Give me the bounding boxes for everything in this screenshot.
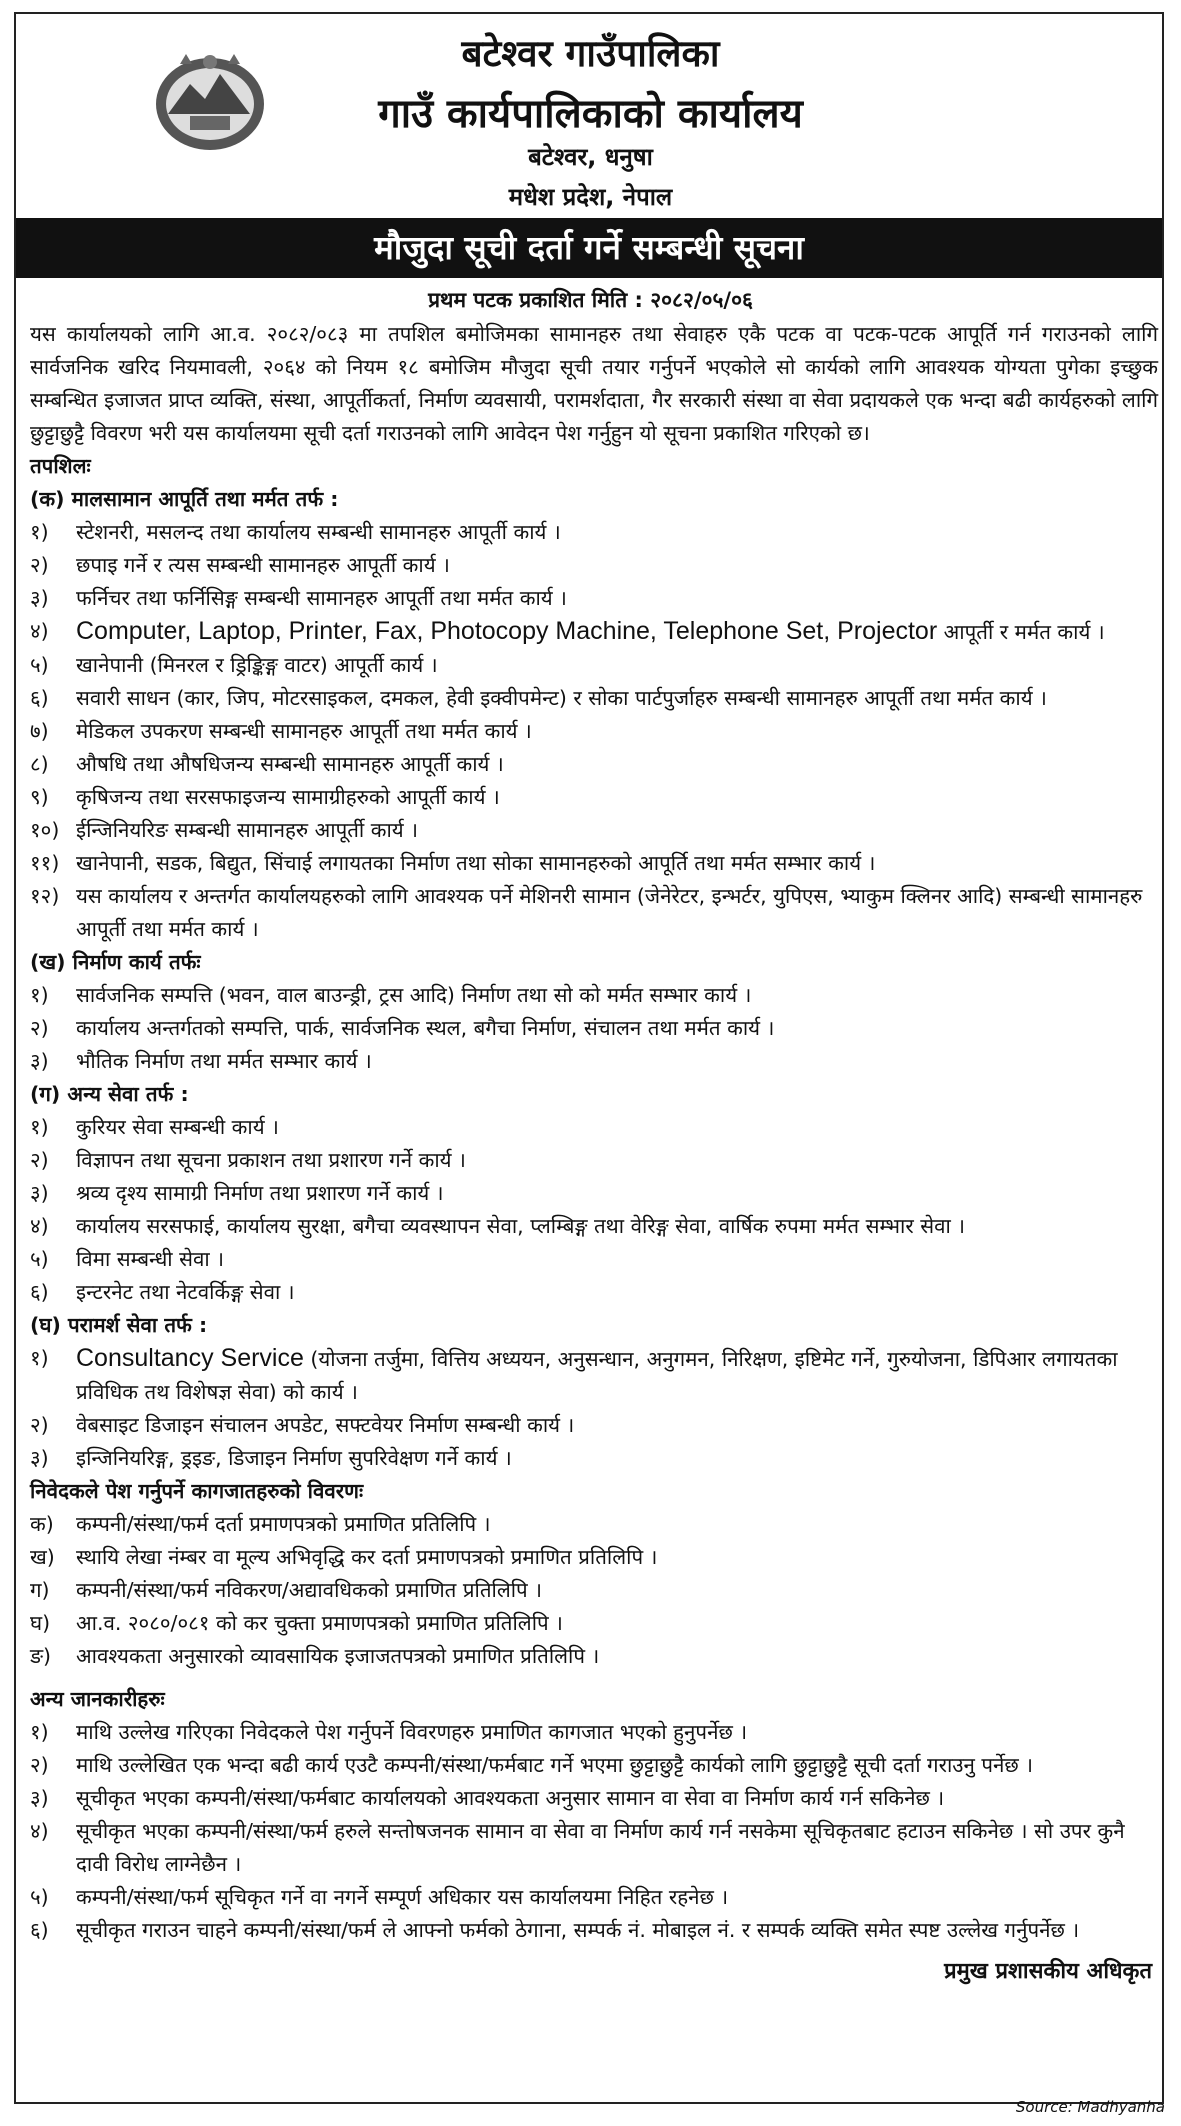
item-english-text: Consultancy Service xyxy=(76,1344,304,1372)
item-text xyxy=(76,582,1158,615)
item-text xyxy=(76,715,1158,748)
item-description: इन्टरनेट तथा नेटवर्किङ्ग सेवा । xyxy=(76,1280,295,1304)
item-number: ८) xyxy=(30,752,49,776)
item-text xyxy=(76,1045,1158,1078)
list-item xyxy=(30,1640,1158,1673)
item-text xyxy=(76,1243,1158,1276)
item-number: ४) xyxy=(30,1214,49,1238)
section-gha-title: (घ) परामर्श सेवा तर्फ : xyxy=(30,1313,208,1337)
item-number: ३) xyxy=(30,586,49,610)
item-number: २) xyxy=(30,553,49,577)
item-text xyxy=(76,1508,1158,1541)
office-name: गाउँ कार्यपालिकाको कार्यालय xyxy=(378,91,803,137)
item-description: कृषिजन्य तथा सरसफाइजन्य सामाग्रीहरुको आपूर्ती कार्य । xyxy=(76,785,500,809)
item-description: विमा सम्बन्धी सेवा । xyxy=(76,1247,224,1271)
list-item xyxy=(30,1210,1158,1243)
item-description: यस कार्यालय र अन्तर्गत कार्यालयहरुको लागि आवश्यक पर्ने मेशिनरी सामान (जेनेरेटर, इन्भर्टर, युपिएस, भ्याकुम क्लिनर आदि) सम्बन्धी सामानहरु आपूर्ती तथा मर्मत कार्य । xyxy=(76,884,1143,941)
item-description: कार्यालय अन्तर्गतको सम्पत्ति, पार्क, सार्वजनिक स्थल, बगैचा निर्माण, संचालन तथा मर्मत कार्य । xyxy=(76,1016,775,1040)
item-description: इन्जिनियरिङ्ग, ड्रइङ, डिजाइन निर्माण सुपरिवेक्षण गर्ने कार्य । xyxy=(76,1446,512,1470)
item-description: कम्पनी/संस्था/फर्म सूचिकृत गर्ने वा नगर्ने सम्पूर्ण अधिकार यस कार्यालयमा निहित रहनेछ । xyxy=(76,1885,729,1909)
item-text xyxy=(76,1012,1158,1045)
item-text xyxy=(76,814,1158,847)
list-item xyxy=(30,1409,1158,1442)
list-item xyxy=(30,615,1158,649)
item-description: मेडिकल उपकरण सम्बन्धी सामानहरु आपूर्ती तथा मर्मत कार्य । xyxy=(76,719,532,743)
section-ka-list xyxy=(30,516,1158,946)
item-number: ख) xyxy=(30,1545,55,1569)
item-number: ग) xyxy=(30,1578,50,1602)
item-number: ६) xyxy=(30,1280,49,1304)
other-info-title: अन्य जानकारीहरुः xyxy=(30,1687,165,1711)
item-text xyxy=(76,649,1158,682)
intro-paragraph: यस कार्यालयको लागि आ.व. २०८२/०८३ मा तपशिल बमोजिमका सामानहरु तथा सेवाहरु एकै पटक वा पटक-पटक आपूर्ति गर्न गराउनको लागि सार्वजनिक खरिद नियमावली, २०६४ को नियम १८ बमोजिम मौजुदा सूची तयार गर्नुपर्ने भएकोले सो कार्यको लागि आवश्यक योग्यता पुगेका इच्छुक सम्बन्धित इजाजत प्राप्त व्यक्ति, संस्था, आपूर्तीकर्ता, निर्माण व्यवसायी, परामर्शदाता, गैर सरकारी संस्था वा सेवा प्रदायकले एक भन्दा बढी कार्यहरुको लागि छुट्टाछुट्टै विवरण भरी यस कार्यालयमा सूची दर्ता गराउनको लागि आवेदन पेश गर्नुहुन यो सूचना प्रकाशित गरिएको छ। xyxy=(30,322,1158,445)
item-text xyxy=(76,1177,1158,1210)
item-text xyxy=(76,781,1158,814)
item-number: २) xyxy=(30,1413,49,1437)
item-description: आपूर्ती र मर्मत कार्य । xyxy=(937,620,1105,644)
list-item xyxy=(30,979,1158,1012)
item-text xyxy=(76,682,1158,715)
item-description: माथि उल्लेख गरिएका निवेदकले पेश गर्नुपर्ने विवरणहरु प्रमाणित कागजात भएको हुनुपर्नेछ । xyxy=(76,1720,748,1744)
item-number: १२) xyxy=(30,884,60,908)
notice-title-banner: मौजुदा सूची दर्ता गर्ने सम्बन्धी सूचना xyxy=(16,218,1162,278)
item-description: छपाइ गर्ने र त्यस सम्बन्धी सामानहरु आपूर्ती कार्य । xyxy=(76,553,450,577)
item-number: घ) xyxy=(30,1611,51,1635)
item-text xyxy=(76,1640,1158,1673)
item-text xyxy=(76,1782,1158,1815)
item-text xyxy=(76,1749,1158,1782)
item-description: आवश्यकता अनुसारको व्यावसायिक इजाजतपत्रको प्रमाणित प्रतिलिपि । xyxy=(76,1644,600,1668)
item-text xyxy=(76,1914,1158,1947)
item-description: श्रव्य दृश्य सामाग्री निर्माण तथा प्रशारण गर्ने कार्य । xyxy=(76,1181,444,1205)
list-item xyxy=(30,880,1158,946)
item-description: (योजना तर्जुमा, वित्तिय अध्ययन, अनुसन्धान, अनुगमन, निरिक्षण, इष्टिमेट गर्ने, गुरुयोजना, डिपिआर लगायतका प्रविधिक तथ विशेषज्ञ सेवा) को कार्य । xyxy=(76,1347,1118,1404)
item-text xyxy=(76,1442,1158,1475)
item-text xyxy=(76,1409,1158,1442)
list-item xyxy=(30,1607,1158,1640)
section-kha-title: (ख) निर्माण कार्य तर्फः xyxy=(30,950,201,974)
item-number: ३) xyxy=(30,1181,49,1205)
item-number: ३) xyxy=(30,1446,49,1470)
item-number: ६) xyxy=(30,686,49,710)
item-number: २) xyxy=(30,1753,49,1777)
list-item xyxy=(30,1276,1158,1309)
item-text xyxy=(76,1276,1158,1309)
item-number: ५) xyxy=(30,653,49,677)
item-number: ङ) xyxy=(30,1644,52,1668)
item-number: ६) xyxy=(30,1918,49,1942)
item-text xyxy=(76,1574,1158,1607)
item-number: २) xyxy=(30,1148,49,1172)
section-kha-list xyxy=(30,979,1158,1078)
list-item xyxy=(30,1111,1158,1144)
list-item xyxy=(30,1177,1158,1210)
item-description: स्थायि लेखा नंम्बर वा मूल्य अभिवृद्धि कर दर्ता प्रमाणपत्रको प्रमाणित प्रतिलिपि । xyxy=(76,1545,658,1569)
item-number: ९) xyxy=(30,785,49,809)
list-item xyxy=(30,1716,1158,1749)
list-item xyxy=(30,1574,1158,1607)
item-description: सवारी साधन (कार, जिप, मोटरसाइकल, दमकल, हेवी इक्वीपमेन्ट) र सोका पार्टपुर्जाहरु सम्बन्धी सामानहरु आपूर्ती तथा मर्मत कार्य । xyxy=(76,686,1047,710)
item-text xyxy=(76,847,1158,880)
item-number: १) xyxy=(30,1346,49,1370)
item-number: ३) xyxy=(30,1049,49,1073)
item-description: सूचीकृत गराउन चाहने कम्पनी/संस्था/फर्म ले आफ्नो फर्मको ठेगाना, सम्पर्क नं. मोबाइल नं. र सम्पर्क व्यक्ति समेत स्पष्ट उल्लेख गर्नुपर्नेछ । xyxy=(76,1918,1080,1942)
item-number: ५) xyxy=(30,1247,49,1271)
item-description: खानेपानी, सडक, बिद्युत, सिंचाई लगायतका निर्माण तथा सोका सामानहरुको आपूर्ति तथा मर्मत सम्भार कार्य । xyxy=(76,851,876,875)
item-text xyxy=(76,615,1158,649)
list-item xyxy=(30,1442,1158,1475)
item-description: माथि उल्लेखित एक भन्दा बढी कार्य एउटै कम्पनी/संस्था/फर्मबाट गर्ने भएमा छुट्टाछुट्टै कार्यको लागि छुट्टाछुट्टै सूची दर्ता गराउनु पर्नेछ । xyxy=(76,1753,1034,1777)
notice-body xyxy=(30,318,1158,1988)
item-number: २) xyxy=(30,1016,49,1040)
list-item xyxy=(30,649,1158,682)
item-english-text: Computer, Laptop, Printer, Fax, Photocopy Machine, Telephone Set, Projector xyxy=(76,617,938,645)
address-line: बटेश्वर, धनुषा xyxy=(528,143,653,171)
list-item xyxy=(30,1012,1158,1045)
item-description: स्टेशनरी, मसलन्द तथा कार्यालय सम्बन्धी सामानहरु आपूर्ती कार्य । xyxy=(76,520,561,544)
item-text xyxy=(76,1716,1158,1749)
item-number: ४) xyxy=(30,1819,49,1843)
item-number: ११) xyxy=(30,851,60,875)
item-description: विज्ञापन तथा सूचना प्रकाशन तथा प्रशारण गर्ने कार्य । xyxy=(76,1148,466,1172)
section-gha-list xyxy=(30,1342,1158,1475)
item-description: कम्पनी/संस्था/फर्म दर्ता प्रमाणपत्रको प्रमाणित प्रतिलिपि । xyxy=(76,1512,491,1536)
item-text xyxy=(76,1815,1158,1881)
list-item xyxy=(30,549,1158,582)
item-text xyxy=(76,880,1158,946)
list-item xyxy=(30,1243,1158,1276)
list-item xyxy=(30,1342,1158,1409)
item-number: ५) xyxy=(30,1885,49,1909)
item-number: १) xyxy=(30,520,49,544)
municipality-name: बटेश्वर गाउँपालिका xyxy=(461,32,720,75)
item-number: ४) xyxy=(30,619,49,643)
list-item xyxy=(30,814,1158,847)
list-item xyxy=(30,1815,1158,1881)
item-text xyxy=(76,549,1158,582)
item-number: ३) xyxy=(30,1786,49,1810)
schedule-heading: तपशिलः xyxy=(30,454,91,478)
item-number: ७) xyxy=(30,719,49,743)
item-text xyxy=(76,1607,1158,1640)
section-ga-title: (ग) अन्य सेवा तर्फ : xyxy=(30,1082,189,1106)
item-number: १) xyxy=(30,1720,49,1744)
item-description: ईन्जिनियरिङ सम्बन्धी सामानहरु आपूर्ती कार्य । xyxy=(76,818,418,842)
item-description: औषधि तथा औषधिजन्य सम्बन्धी सामानहरु आपूर्ती कार्य । xyxy=(76,752,504,776)
list-item xyxy=(30,1541,1158,1574)
item-text xyxy=(76,979,1158,1012)
item-number: क) xyxy=(30,1512,54,1536)
list-item xyxy=(30,781,1158,814)
documents-list xyxy=(30,1508,1158,1673)
list-item xyxy=(30,682,1158,715)
list-item xyxy=(30,1782,1158,1815)
list-item xyxy=(30,847,1158,880)
documents-title: निवेदकले पेश गर्नुपर्ने कागजातहरुको विवरणः xyxy=(30,1479,364,1503)
item-text xyxy=(76,1111,1158,1144)
list-item xyxy=(30,516,1158,549)
list-item xyxy=(30,1749,1158,1782)
item-text xyxy=(76,1342,1158,1409)
item-description: कम्पनी/संस्था/फर्म नविकरण/अद्यावधिकको प्रमाणित प्रतिलिपि । xyxy=(76,1578,542,1602)
item-description: फर्निचर तथा फर्निसिङ्ग सम्बन्धी सामानहरु आपूर्ती तथा मर्मत कार्य । xyxy=(76,586,567,610)
list-item xyxy=(30,1144,1158,1177)
item-number: १) xyxy=(30,1115,49,1139)
item-text xyxy=(76,1541,1158,1574)
source-credit: Source: Madhyanha xyxy=(1015,2098,1165,2116)
province-line: मधेश प्रदेश, नेपाल xyxy=(508,183,673,211)
list-item xyxy=(30,1045,1158,1078)
list-item xyxy=(30,748,1158,781)
item-number: १) xyxy=(30,983,49,1007)
item-description: सूचीकृत भएका कम्पनी/संस्था/फर्म हरुले सन्तोषजनक सामान वा सेवा वा निर्माण कार्य गर्न नसकेमा सूचिकृतबाट हटाउन सकिनेछ । सो उपर कुनै दावी विरोध लाग्नेछैन । xyxy=(76,1819,1125,1876)
item-description: सूचीकृत भएका कम्पनी/संस्था/फर्मबाट कार्यालयको आवश्यकता अनुसार सामान वा सेवा वा निर्माण कार्य गर्न सकिनेछ । xyxy=(76,1786,945,1810)
publication-date: प्रथम पटक प्रकाशित मिति : २०८२/०५/०६ xyxy=(428,288,753,312)
item-description: कार्यालय सरसफाई, कार्यालय सुरक्षा, बगैचा व्यवस्थापन सेवा, प्लम्बिङ्ग तथा वेरिङ्ग सेवा, वार्षिक रुपमा मर्मत सम्भार सेवा । xyxy=(76,1214,966,1238)
item-text xyxy=(76,1144,1158,1177)
item-text xyxy=(76,1210,1158,1243)
item-description: वेबसाइट डिजाइन संचालन अपडेट, सफ्टवेयर निर्माण सम्बन्धी कार्य । xyxy=(76,1413,575,1437)
section-ga-list xyxy=(30,1111,1158,1309)
item-description: भौतिक निर्माण तथा मर्मत सम्भार कार्य । xyxy=(76,1049,372,1073)
signatory-title: प्रमुख प्रशासकीय अधिकृत xyxy=(944,1959,1152,1984)
item-description: कुरियर सेवा सम्बन्धी कार्य । xyxy=(76,1115,279,1139)
section-ka-title: (क) मालसामान आपूर्ति तथा मर्मत तर्फ : xyxy=(30,487,339,511)
list-item xyxy=(30,1881,1158,1914)
item-description: सार्वजनिक सम्पत्ति (भवन, वाल बाउन्ड्री, ट्रस आदि) निर्माण तथा सो को मर्मत सम्भार कार्य । xyxy=(76,983,752,1007)
list-item xyxy=(30,1914,1158,1947)
item-text xyxy=(76,1881,1158,1914)
list-item xyxy=(30,715,1158,748)
item-text xyxy=(76,748,1158,781)
list-item xyxy=(30,1508,1158,1541)
item-description: आ.व. २०८०/०८१ को कर चुक्ता प्रमाणपत्रको प्रमाणित प्रतिलिपि । xyxy=(76,1611,563,1635)
item-text xyxy=(76,516,1158,549)
list-item xyxy=(30,582,1158,615)
item-description: खानेपानी (मिनरल र ड्रिङ्किङ्ग वाटर) आपूर्ती कार्य । xyxy=(76,653,438,677)
item-number: १०) xyxy=(30,818,60,842)
other-info-list xyxy=(30,1716,1158,1947)
